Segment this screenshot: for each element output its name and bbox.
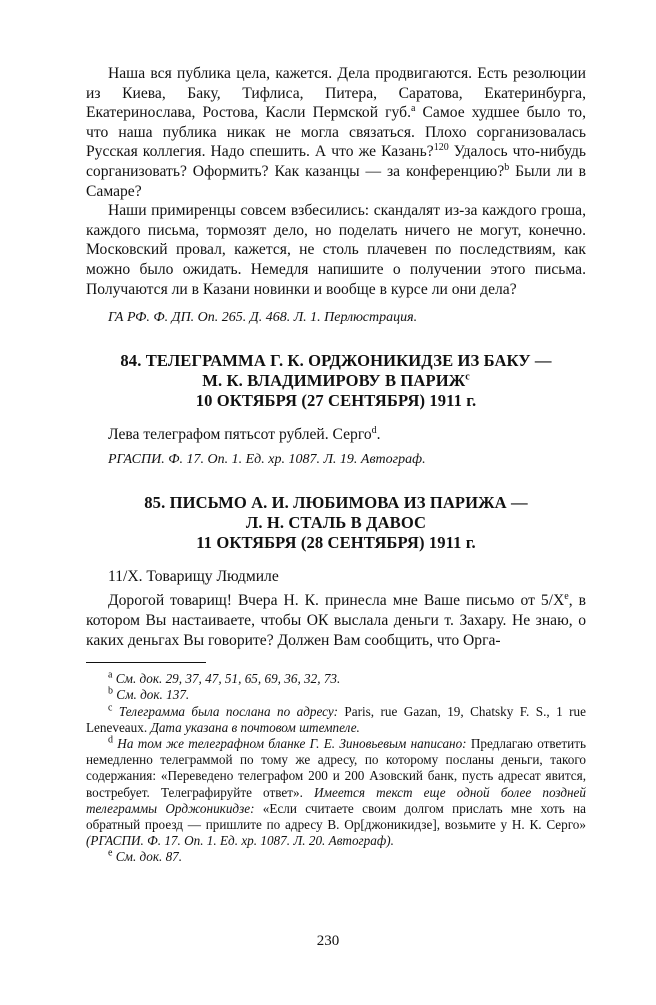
doc-85-text: Дорогой товарищ! Вчера Н. К. принесла мне Ваше письмо от 5/Xe, в котором Вы настаиваете, чтобы ОК выслала деньги т. Захару. Не знаю, о каких деньгах Вы говорите? Должен Вам сообщить, что Орга- bbox=[86, 591, 586, 649]
footnote-ref-a[interactable]: a bbox=[410, 103, 416, 114]
footnote-d: $^d$ На том же телеграфном бланке Г. Е. Зиновьевым написано: Предлагаю ответить немедленно телеграммой по тому же адресу, по которому посланы деньги, такого содержания: «Переведено телеграфом 200 и 200 Азовский банк, пусть адресат явится, востребует. Телеграфируйте ответ». Имеется текст еще одной более поздней телеграммы Орджоникидзе: «Если считаете своим долгом прислать мне хоть на обратный проезд — пришлите по адресу В. Ор[джоникидзе], возьмите у Н. К. Серго» (РГАСПИ. Ф. 17. Оп. 1. Ед. хр. 1087. Л. 20. Автограф). bbox=[86, 734, 586, 849]
body-paragraph-2: Наши примиренцы совсем взбесились: скандалят из-за каждого гроша, каждого письма, тормозят дело, но поделать ничего не могут, конечно. Московский провал, кажется, не столь плачевен по последствиям, как можно было ожидать. Немедля напишите о получении этого письма. Получаются ли в Казани новинки и вообще в курсе ли они дела? bbox=[86, 202, 586, 298]
body-paragraph-1: Наша вся публика цела, кажется. Дела продвигаются. Есть резолюции из Киева, Баку, Тифлиса, Питера, Саратова, Екатеринбурга, Екатеринослава, Ростова, Касли Пермской губ.$^a$ Самое худшее было то, что наша публика никак не могла связаться. Плохо сорганизовалась Русская коллегия. Надо спешить. А что же Казань?$^{120}$ Удалось что-нибудь сорганизовать? Оформить? Как казанцы — за конференцию?$^b$ Были ли в Самаре? bbox=[86, 65, 587, 200]
endnote-ref-120[interactable]: 120 bbox=[433, 142, 449, 154]
page-content bbox=[86, 64, 586, 866]
footnote-e: $^e$ См. док. 87. bbox=[108, 847, 183, 865]
doc-85-salutation: 11/X. Товарищу Людмиле bbox=[108, 567, 279, 585]
footnote-a: $^a$ См. док. 29, 37, 47, 51, 65, 69, 36, 32, 73. bbox=[108, 669, 341, 687]
doc-84-source: РГАСПИ. Ф. 17. Оп. 1. Ед. хр. 1087. Л. 19. Автограф. bbox=[108, 451, 426, 467]
doc-85-heading: 85. ПИСЬМО А. И. ЛЮБИМОВА ИЗ ПАРИЖА — Л. Н. СТАЛЬ В ДАВОС 11 ОКТЯБРЯ (28 СЕНТЯБРЯ) 1911 г. bbox=[144, 492, 528, 552]
source-citation-1: ГА РФ. Ф. ДП. Оп. 265. Д. 468. Л. 1. Перлюстрация. bbox=[108, 310, 418, 326]
footnote-c: $^c$ Телеграмма была послана по адресу: Paris, rue Gazan, 19, Chatsky F. S., 1 rue Leneveaux. Дата указана в почтовом штемпеле. bbox=[86, 702, 586, 735]
footnote-ref-e[interactable]: e bbox=[564, 591, 569, 603]
footnote-ref-c[interactable]: c bbox=[465, 371, 470, 383]
footnote-ref-b[interactable]: b bbox=[504, 161, 510, 173]
footnote-b: $^b$ См. док. 137. bbox=[108, 685, 190, 703]
page-number: 230 bbox=[316, 933, 340, 949]
footnotes bbox=[86, 671, 586, 865]
footnote-divider bbox=[86, 662, 206, 663]
doc-84-heading: 84. ТЕЛЕГРАММА Г. К. ОРДЖОНИКИДЗЕ ИЗ БАКУ — М. К. ВЛАДИМИРОВУ В ПАРИЖ$^c$ 10 ОКТЯБРЯ (27 СЕНТЯБРЯ) 1911 г. bbox=[120, 351, 552, 411]
doc-84-text: Лева телеграфом пятьсот рублей. Серго$^d$. bbox=[108, 424, 381, 444]
footnote-ref-d[interactable]: d bbox=[371, 424, 377, 436]
